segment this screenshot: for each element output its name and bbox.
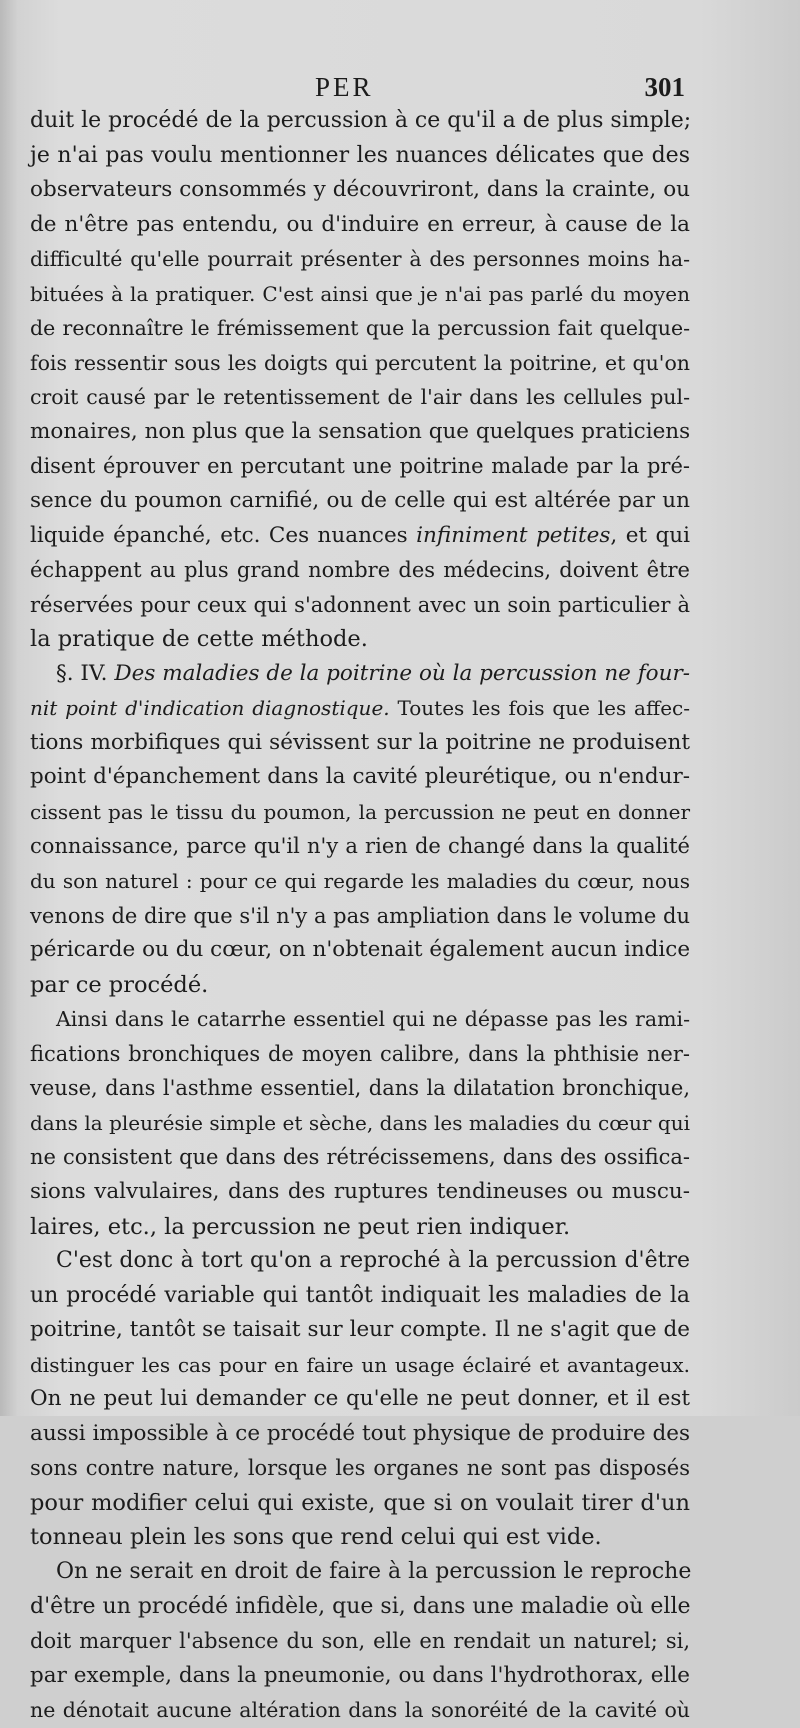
text-line: On ne peut lui demander ce qu'elle ne peut donner, et il est [30,1386,690,1412]
italic-text: infiniment petites [416,522,611,548]
text-line: par ce procédé. [30,971,209,998]
text-line [30,657,690,692]
text-line: ne consistent que dans des rétrécissemens, dans des ossifica- [30,1145,690,1170]
text-line: poitrine, tantôt se taisait sur leur compte. Il ne s'agit que de [30,1317,690,1343]
text-line: dans la pleurésie simple et sèche, dans les maladies du cœur qui [30,1110,690,1135]
text-line: fications bronchiques de moyen calibre, dans la phthisie ner- [30,1041,690,1066]
text-line: sence du poumon carnifié, ou de celle qui est altérée par un [30,488,690,514]
text-line: réservées pour ceux qui s'adonnent avec un soin particulier à [30,592,690,617]
text-line: tions morbifiques qui sévissent sur la poitrine ne produisent [30,729,690,755]
text-line: péricarde ou du cœur, on n'obtenait également aucun indice [30,937,691,963]
italic-text: nit point d'indication diagnostique. [30,696,390,721]
text-line: monaires, non plus que la sensation que quelques praticiens [30,418,691,444]
text-line: de n'être pas entendu, ou d'induire en erreur, à cause de la [30,211,690,237]
text-line: un procédé variable qui tantôt indiquait les maladies de la [30,1282,690,1308]
line-segment: , et qui [610,522,690,548]
text-line: observateurs consommés y découvriront, dans la crainte, ou [30,177,690,203]
text-line: distinguer les cas pour en faire un usage éclairé et avantageux. [30,1352,690,1377]
text-line: bituées à la pratiquer. C'est ainsi que je n'ai pas parlé du moyen [30,281,690,306]
text-line: difficulté qu'elle pourrait présenter à des personnes moins ha- [30,247,690,272]
text-line: pour modifier celui qui existe, que si on voulait tirer d'un [30,1489,690,1516]
text-line: d'être un procédé infidèle, que si, dans une maladie où elle [30,1593,691,1619]
text-line: par exemple, dans la pneumonie, ou dans l'hydrothorax, elle [30,1662,690,1688]
text-line [30,691,690,726]
text-line: fois ressentir sous les doigts qui percutent la poitrine, et qu'on [30,350,690,375]
line-segment: §. IV. [56,660,115,686]
text-line: veuse, dans l'asthme essentiel, dans la dilatation bronchique, [30,1076,690,1101]
text-line: On ne serait en droit de faire à la percussion le reproche [56,1558,692,1584]
text-line: échappent au plus grand nombre des médecins, doivent être [30,558,690,583]
text-line: venons de dire que s'il n'y a pas ampliation dans le volume du [30,903,690,928]
text-line: sons contre nature, lorsque les organes ne sont pas disposés [30,1456,690,1481]
text-line: croit causé par le retentissement de l'air dans les cellules pul- [30,385,690,410]
text-line: duit le procédé de la percussion à ce qu'il a de plus simple; [30,108,692,133]
text-line: tonneau plein les sons que rend celui qui est vide. [30,1524,602,1551]
text-line: du son naturel : pour ce qui regarde les maladies du cœur, nous [30,869,690,894]
text-line: point d'épanchement dans la cavité pleurétique, ou n'endur- [30,764,690,790]
running-head-title: PER [315,72,374,102]
text-line: de reconnaître le frémissement que la percussion fait quelque- [30,316,690,341]
text-line: aussi impossible à ce procédé tout physique de produire des [30,1420,690,1446]
text-line: cissent pas le tissu du poumon, la percussion ne peut en donner [30,799,690,824]
text-line: disent éprouver en percutant une poitrine malade par la pré- [30,454,690,479]
running-head [30,72,685,106]
text-line: sions valvulaires, dans des ruptures tendineuses ou muscu- [30,1178,690,1204]
page-number: 301 [644,72,685,102]
body-text [30,104,690,1728]
text-line: Ainsi dans le catarrhe essentiel qui ne dépasse pas les rami- [56,1007,690,1032]
text-line [30,519,690,554]
text-line: je n'ai pas voulu mentionner les nuances délicates que des [30,142,690,168]
text-line: C'est donc à tort qu'on a reproché à la percussion d'être [56,1248,690,1274]
line-segment: Toutes les fois que les affec- [389,696,690,721]
text-line: doit marquer l'absence du son, elle en rendait un naturel; si, [30,1629,690,1654]
text-line: connaissance, parce qu'il n'y a rien de changé dans la qualité [30,834,690,859]
text-line: la pratique de cette méthode. [30,626,368,653]
text-line: laires, etc., la percussion ne peut rien indiquer. [30,1213,571,1240]
line-segment: liquide épanché, etc. Ces nuances [30,522,417,548]
italic-text: Des maladies de la poitrine où la percussion ne four- [114,660,691,686]
text-line: ne dénotait aucune altération dans la sonoréité de la cavité où [30,1698,690,1723]
